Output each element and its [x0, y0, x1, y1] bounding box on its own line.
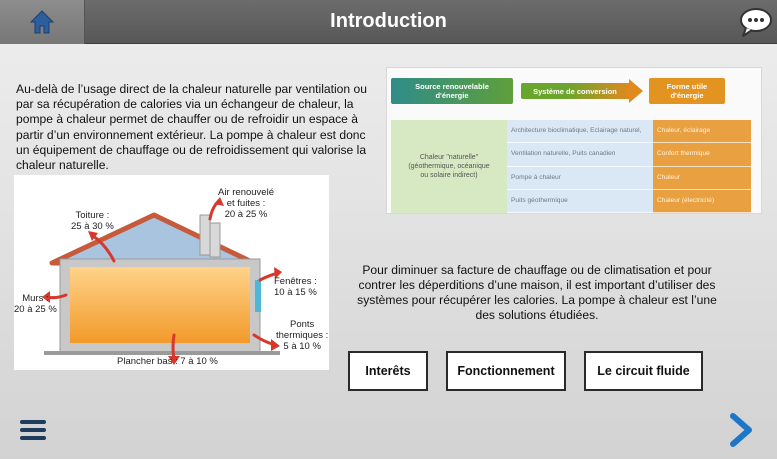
- hamburger-menu-icon: [19, 418, 47, 442]
- system-cell: Architecture bioclimatique, Eclairage naturel,: [507, 120, 653, 143]
- chevron-right-icon: [728, 413, 754, 447]
- label-bridges: Ponts thermiques : 5 à 10 %: [276, 319, 329, 352]
- system-cell: Ventilation naturelle, Puits canadien: [507, 143, 653, 166]
- system-cell: Puits géothermique: [507, 190, 653, 213]
- form-cell: Chaleur (électricité): [653, 190, 751, 213]
- interests-button[interactable]: Interêts: [348, 351, 428, 391]
- label-floor: Plancher bas : 7 à 10 %: [117, 356, 218, 367]
- operation-button[interactable]: Fonctionnement: [446, 351, 566, 391]
- label-roof: Toiture : 25 à 30 %: [71, 210, 114, 232]
- label-walls: Murs : 20 à 25 %: [14, 293, 57, 315]
- header-conversion: Système de conversion: [533, 86, 617, 96]
- page-title: Introduction: [330, 10, 447, 32]
- header-source: Source renouvelable d'énergie: [391, 78, 513, 104]
- label-windows: Fenêtres : 10 à 15 %: [274, 276, 317, 298]
- fluid-circuit-button[interactable]: Le circuit fluide: [584, 351, 703, 391]
- forms-column: [653, 120, 751, 213]
- system-cell: Pompe à chaleur: [507, 167, 653, 190]
- home-icon: [29, 9, 55, 35]
- chat-bubble-icon: [737, 3, 775, 41]
- home-button[interactable]: [0, 0, 85, 44]
- form-cell: Confort thermique: [653, 143, 751, 166]
- energy-conversion-table: [386, 67, 762, 214]
- chat-button[interactable]: [737, 3, 775, 41]
- header-useful: Forme utile d'énergie: [649, 78, 725, 104]
- house-heat-loss-diagram: [14, 175, 329, 370]
- top-bar: [0, 0, 777, 44]
- systems-column: [507, 120, 653, 213]
- label-air: Air renouvelé et fuites : 20 à 25 %: [218, 187, 274, 220]
- intro-paragraph: Au-delà de l’usage direct de la chaleur naturelle par ventilation ou par sa récupération de calories via un échangeur de chaleur, la pompe à chaleur permet de chauffer ou de refroidir un espace à partir d’un environnement extérieur. La pompe à chaleur est donc un équipement de chauffage ou de refroidissement qui valorise la chaleur naturelle.: [16, 82, 367, 173]
- menu-button[interactable]: [19, 418, 47, 442]
- form-cell: Chaleur: [653, 167, 751, 190]
- conversion-arrow-icon: [629, 79, 643, 103]
- summary-paragraph: Pour diminuer sa facture de chauffage ou de climatisation et pour contrer les déperditions d’une maison, il est important d’utiliser des systèmes pour récupérer les calories. La pompe à chaleur est l’une des solutions étudiées.: [357, 263, 717, 322]
- next-button[interactable]: [728, 413, 754, 447]
- form-cell: Chaleur, éclairage: [653, 120, 751, 143]
- source-cell: Chaleur "naturelle" (géothermique, océanique ou solaire indirect): [391, 120, 507, 213]
